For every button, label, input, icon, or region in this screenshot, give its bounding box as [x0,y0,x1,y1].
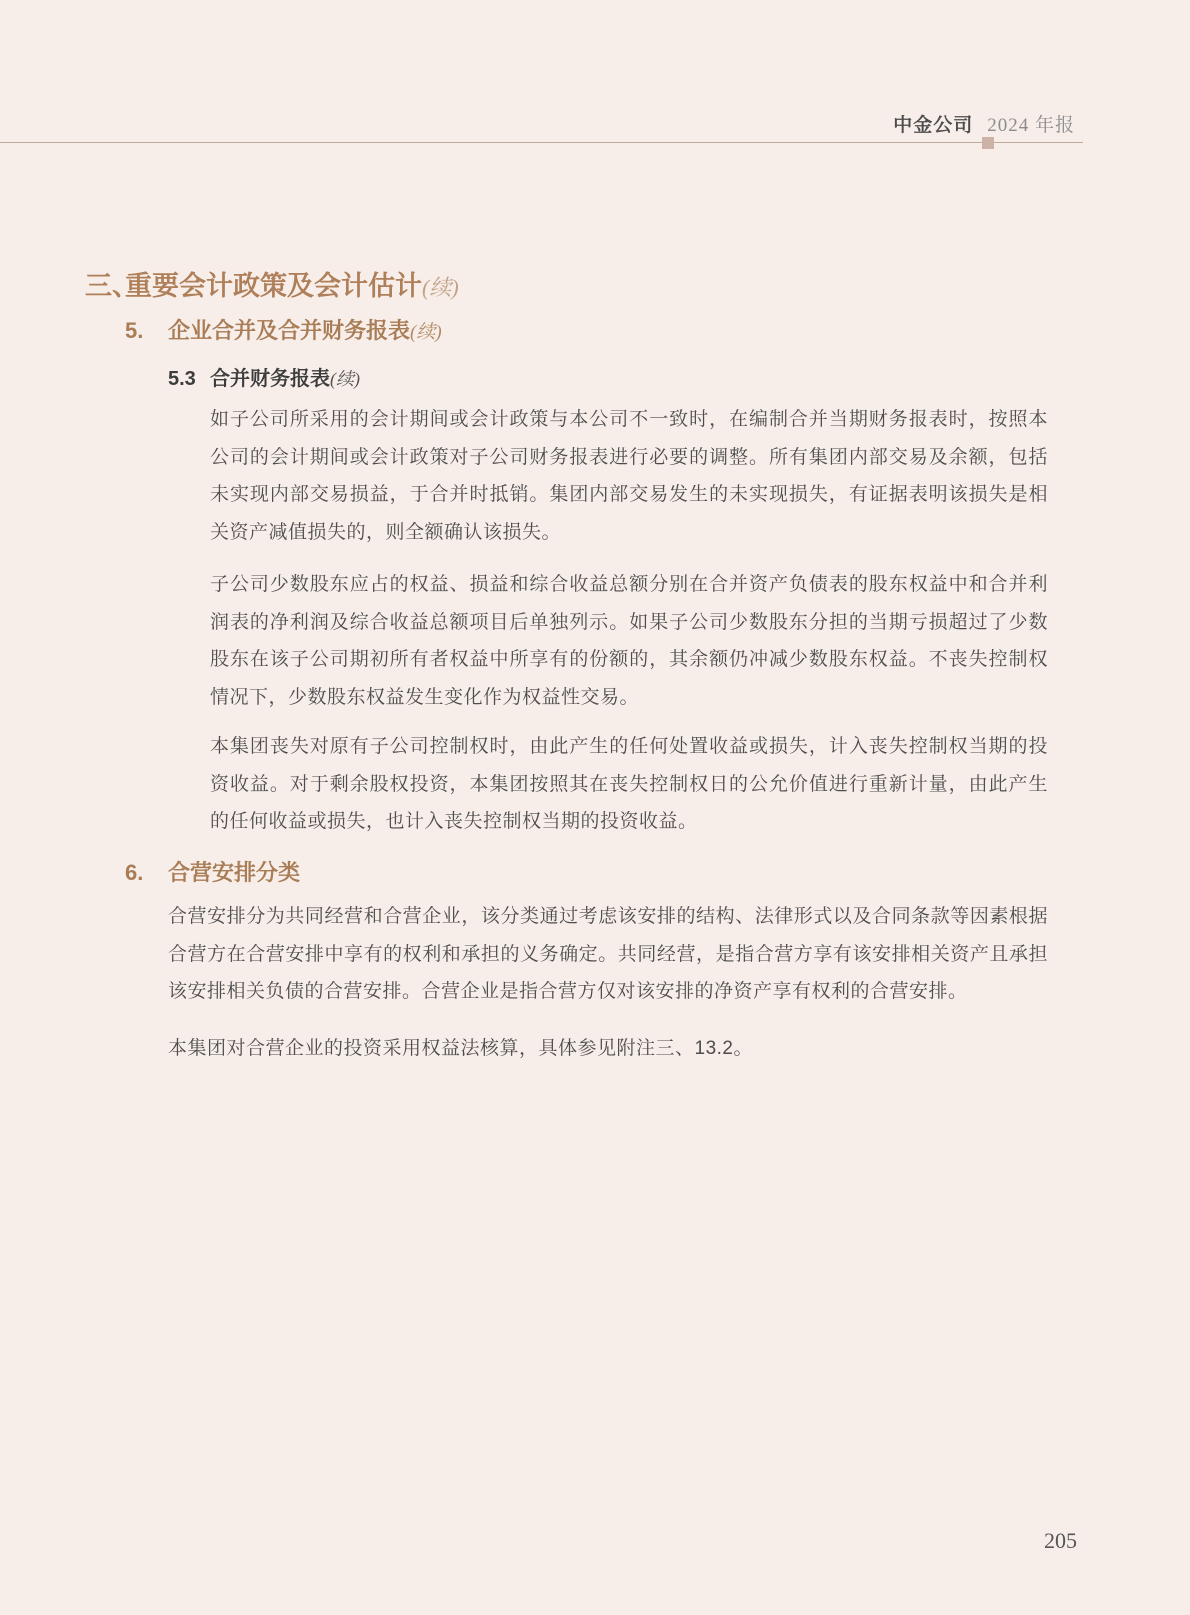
section-5-continued-suffix: (续) [410,322,442,343]
divider-square-marker [982,137,994,149]
chapter-heading [85,264,459,303]
chapter-number: 三、 [85,271,139,301]
header-divider-line [0,142,1083,143]
chapter-continued-suffix: (续) [422,275,459,300]
paragraph-joint-arrangement-classification: 合营安排分为共同经营和合营企业，该分类通过考虑该安排的结构、法律形式以及合同条款等因素根据合营方在合营安排中享有的权利和承担的义务确定。共同经营，是指合营方享有该安排相关资产且承担该安排相关负债的合营安排。合营企业是指合营方仅对该安排的净资产享有权利的合营安排。 [168,906,1048,1002]
paragraph-equity-method-reference: 本集团对合营企业的投资采用权益法核算，具体参见附注三、13.2。 [168,1038,753,1059]
section-5-3-heading [168,362,360,391]
paragraph-minority-interests: 子公司少数股东应占的权益、损益和综合收益总额分别在合并资产负债表的股东权益中和合并利润表的净利润及综合收益总额项目后单独列示。如果子公司少数股东分担的当期亏损超过了少数股东在该子公司期初所有者权益中所享有的份额的，其余额仍冲减少数股东权益。不丧失控制权情况下，少数股东权益发生变化作为权益性交易。 [210,574,1048,708]
section-5-3-title: 合并财务报表 [210,368,330,390]
company-name: 中金公司 [893,115,974,136]
paragraph-consolidation-adjustments: 如子公司所采用的会计期间或会计政策与本公司不一致时，在编制合并当期财务报表时，按照本公司的会计期间或会计政策对子公司财务报表进行必要的调整。所有集团内部交易及余额，包括未实现内部交易损益，于合并时抵销。集团内部交易发生的未实现损失，有证据表明该损失是相关资产减值损失的，则全额确认该损失。 [210,409,1048,543]
page-number: 205 [1044,1528,1077,1553]
paragraph-loss-of-control: 本集团丧失对原有子公司控制权时，由此产生的任何处置收益或损失，计入丧失控制权当期的投资收益。对于剩余股权投资，本集团按照其在丧失控制权日的公允价值进行重新计量，由此产生的任何收益或损失，也计入丧失控制权当期的投资收益。 [210,736,1048,832]
section-5-title: 企业合并及合并财务报表 [168,318,411,343]
section-5-heading [125,314,442,345]
section-6-heading [125,856,300,887]
chapter-title: 重要会计政策及会计估计 [125,271,422,301]
report-edition: 2024 年报 [987,115,1075,136]
section-5-3-number: 5.3 [168,368,196,390]
section-5-number: 5. [125,318,144,343]
page-header [0,110,1075,137]
section-6-title: 合营安排分类 [168,860,301,885]
section-5-3-continued-suffix: (续) [330,369,360,389]
section-6-number: 6. [125,860,144,885]
